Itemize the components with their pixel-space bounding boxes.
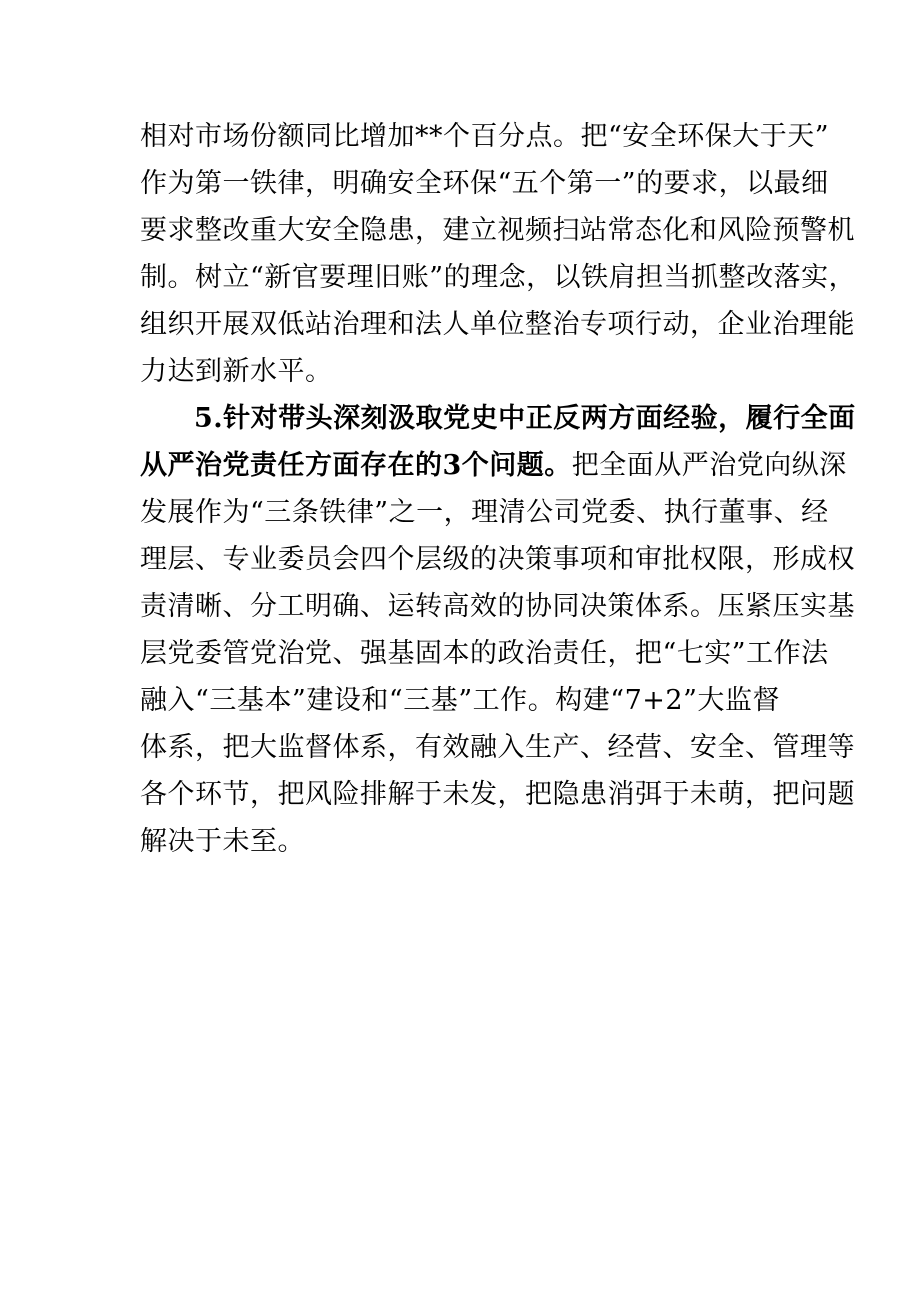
text-line: 制。树立“新官要理旧账”的理念，以铁肩担当抓整改落实，	[140, 262, 857, 293]
text-line: 相对市场份额同比增加**个百分点。把“安全环保大于天”	[140, 121, 830, 152]
text-line: 理层、专业委员会四个层级的决策事项和审批权限，形成权	[140, 544, 855, 575]
text-line: 层党委管党治党、强基固本的政治责任，把“七实”工作法	[140, 638, 829, 669]
text-line: 解决于未至。	[140, 826, 305, 857]
text-line	[140, 442, 847, 489]
paragraph-market-safety	[140, 113, 857, 395]
text-line: 责清晰、分工明确、运转高效的协同决策体系。压紧压实基	[140, 591, 855, 622]
text-line: 作为第一铁律，明确安全环保“五个第一”的要求，以最细	[140, 168, 829, 199]
body-text: 把全面从严治党向纵深	[571, 450, 847, 481]
section-heading-line: 5.针对带头深刻汲取党史中正反两方面经验，履行全面	[194, 403, 856, 434]
text-line: 组织开展双低站治理和法人单位整治专项行动，企业治理能	[140, 309, 855, 340]
text-line: 发展作为“三条铁律”之一，理清公司党委、执行董事、经	[140, 497, 829, 528]
document-body	[140, 113, 857, 865]
text-line: 力达到新水平。	[140, 356, 333, 387]
text-line: 要求整改重大安全隐患，建立视频扫站常态化和风险预警机	[140, 215, 855, 246]
section-heading-text: 从严治党责任方面存在的3个问题。	[140, 450, 572, 481]
paragraph-party-governance	[140, 395, 856, 865]
text-line: 各个环节，把风险排解于未发，把隐患消弭于未萌，把问题	[140, 779, 855, 810]
text-line: 融入“三基本”建设和“三基”工作。构建“7+2”大监督	[140, 685, 780, 716]
text-line: 体系，把大监督体系，有效融入生产、经营、安全、管理等	[140, 732, 855, 763]
